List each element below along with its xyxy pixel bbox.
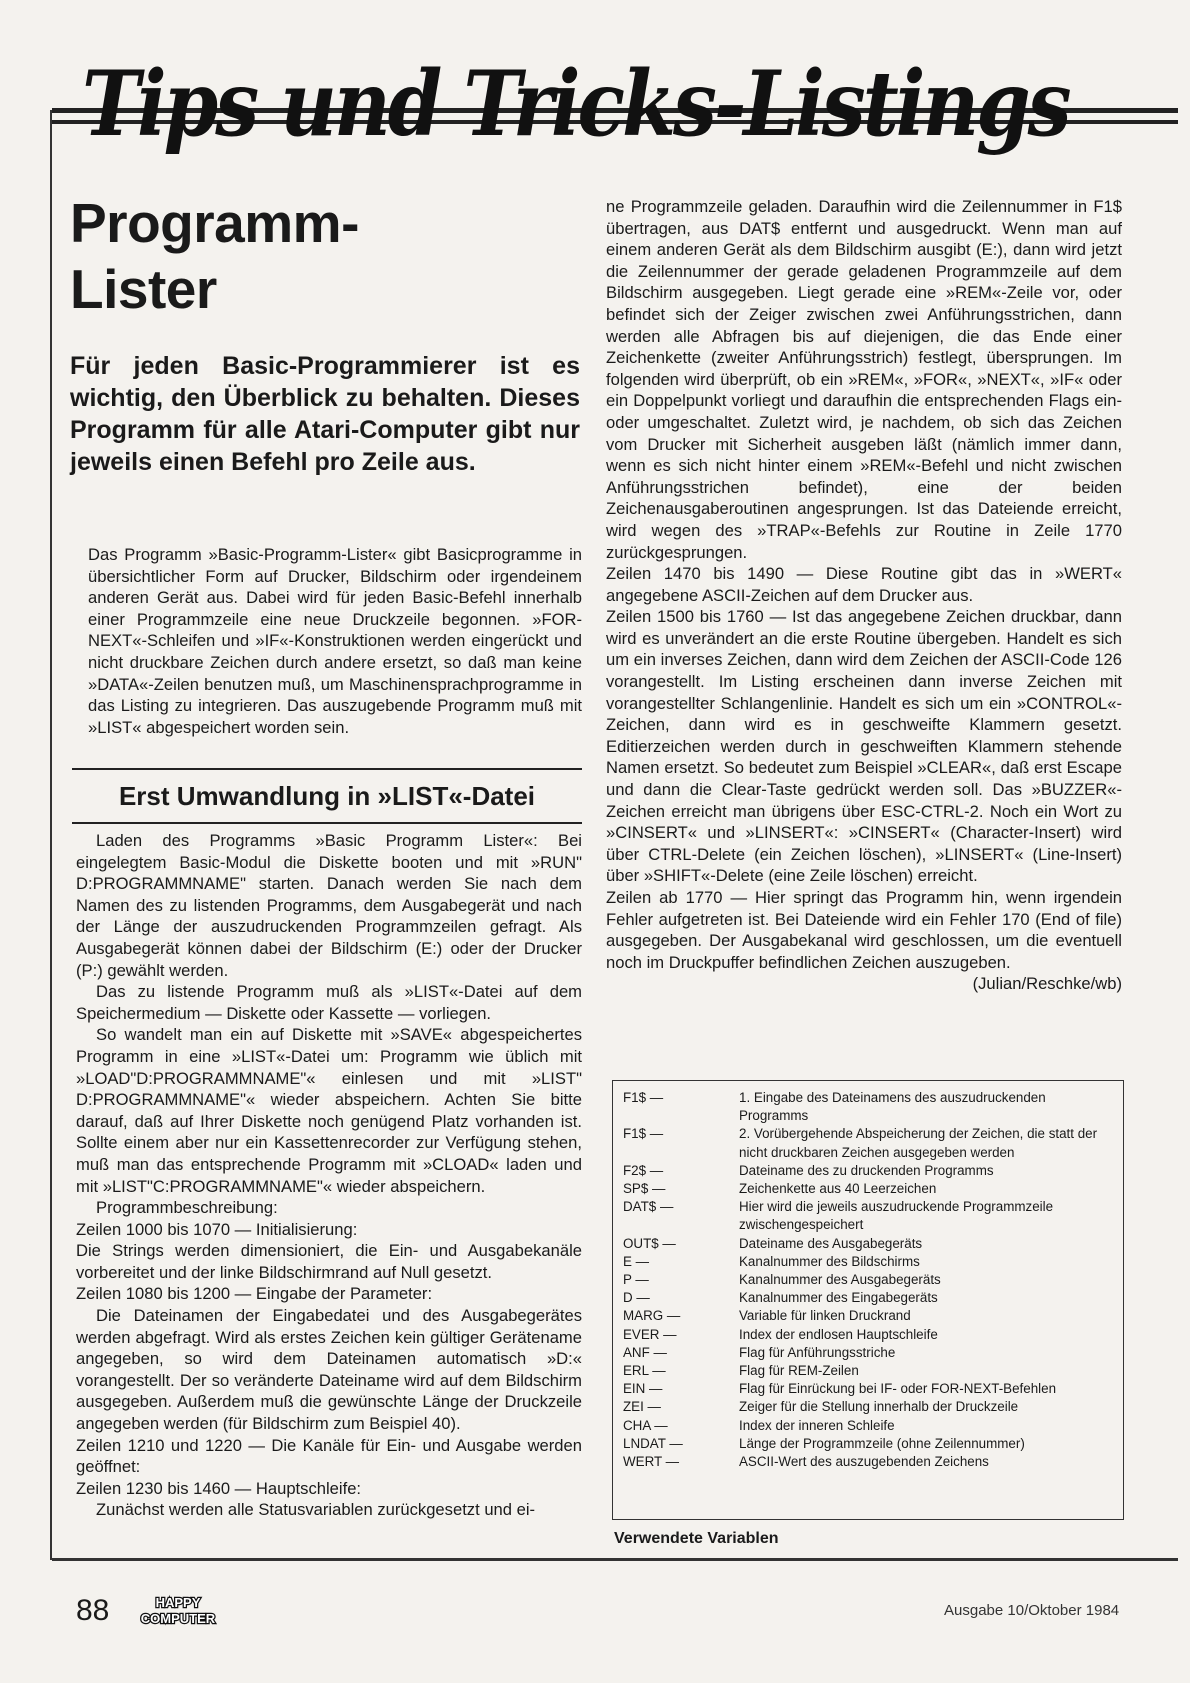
variable-row (623, 1198, 1113, 1234)
variable-description: Zeichenkette aus 40 Leerzeichen (739, 1181, 937, 1197)
variable-description: Dateiname des zu druckenden Programms (739, 1162, 994, 1178)
article-lead: Für jeden Basic-Programmierer ist es wichtig, den Überblick zu behalten. Dieses Programm für alle Atari-Computer gibt nur jeweils einen Befehl pro Zeile aus. (70, 352, 580, 476)
variable-row (623, 1089, 1113, 1125)
variable-row (623, 1125, 1113, 1161)
variable-row (623, 1417, 1113, 1435)
variable-description: Kanalnummer des Eingabegeräts (739, 1290, 938, 1306)
logo-text-top: HAPPY (155, 1595, 201, 1610)
subheading-text: Erst Umwandlung in »LIST«-Datei (118, 781, 536, 811)
variable-row (623, 1398, 1113, 1416)
page-number: 88 (76, 1594, 110, 1627)
variable-name: F1$ — (623, 1090, 664, 1105)
variable-description: 1. Eingabe des Dateinamens des auszudruckenden Programms (739, 1090, 1046, 1124)
variable-name: OUT$ — (623, 1235, 676, 1251)
variable-name: WERT — (623, 1454, 680, 1470)
variable-name: CHA — (623, 1417, 668, 1433)
variable-description: ASCII-Wert des auszugebenden Zeichens (739, 1454, 989, 1470)
variable-name: D — (623, 1290, 650, 1306)
author-signature: (Julian/Reschke/wb) (972, 974, 1122, 994)
variable-description: Flag für REM-Zeilen (739, 1363, 859, 1379)
variable-row (623, 1235, 1113, 1253)
body-paragraph: ne Programmzeile geladen. Daraufhin wird die Zeilennummer in F1$ übertragen, aus DAT$ entfernt und ausgedruckt. Wenn man auf einem anderen Gerät als dem Bildschirm ausgibt (E:), dann wird jetzt die Zeilennummer der gerade geladenen Programmzeile auf dem Bildschirm ausgegeben. Liegt gerade eine »REM«-Zeile vor, oder befindet sich der Zeiger zwischen zwei Anführungsstrichen, dann werden alle Abfragen bis auf diejenigen, die das Ende einer Zeichenkette (zweiter Anführungsstrich) festlegt, übersprungen. Im folgenden wird überprüft, ob ein »REM«, »FOR«, »NEXT«, »IF« oder ein Doppelpunkt vorliegt und daraufhin die entsprechenden Flags ein- oder umgeschaltet. Zuletzt wird, je nachdem, ob sich das Zeichen vom Drucker mit Sicherheit ausgeben läßt (nämlich immer dann, wenn es sich nicht hinter einem »REM«-Befehl und nicht zwischen Anführungsstrichen befindet), eine der beiden Zeichenausgaberoutinen angesprungen. Ist das Dateiende erreicht, wird wegen des »TRAP«-Befehls zur Routine in Zeile 1770 zurückgesprungen. (606, 197, 1122, 562)
body-paragraph: Zeilen ab 1770 — Hier springt das Programm hin, wenn irgendein Fehler aufgetreten ist. Bei Dateiende wird ein Fehler 170 (End of file) ausgegeben. Der Ausgabekanal wird geschlossen, um die eventuell noch im Druckpuffer befindlichen Zeichen auszugeben. (606, 888, 1122, 972)
variables-table (612, 1080, 1124, 1520)
body-paragraph: Das zu listende Programm muß als »LIST«-Datei auf dem Speichermedium — Diskette oder Kassette — vorliegen. (76, 982, 582, 1023)
footer-rule (52, 1558, 1178, 1561)
logo-text-bottom: COMPUTER (140, 1611, 216, 1626)
left-margin-rule (50, 110, 52, 1560)
variable-row (623, 1362, 1113, 1380)
variable-description: Flag für Anführungsstriche (739, 1344, 896, 1360)
article-title-line1: Programm- (70, 192, 359, 254)
variable-name: E — (623, 1253, 650, 1269)
magazine-logo (136, 1594, 220, 1628)
subheading (72, 768, 582, 824)
variable-name: SP$ — (623, 1181, 666, 1197)
body-paragraph: Die Strings werden dimensioniert, die Ein- und Ausgabekanäle vorbereitet und der linke Bildschirmrand auf Null gesetzt. (76, 1241, 582, 1282)
body-paragraph: Zunächst werden alle Statusvariablen zurückgesetzt und ei- (96, 1500, 536, 1520)
variable-name: EVER — (623, 1326, 677, 1342)
variable-row (623, 1289, 1113, 1307)
body-paragraph: Zeilen 1500 bis 1760 — Ist das angegebene Zeichen druckbar, dann wird es unverändert an die erste Routine übergeben. Handelt es sich um ein inverses Zeichen, dann wird dem Zeichen der ASCII-Code 126 vorangestellt. Im Listing erscheinen dann inverse Zeichen mit vorangestellter Schlangenlinie. Handelt es sich um ein »CONTROL«-Zeichen, dann wird es in geschweifte Klammern gesetzt. Editierzeichen werden durch in geschweiften Klammern stehende Namen ersetzt. So bedeutet zum Beispiel »CLEAR«, daß erst Escape und dann die Clear-Taste gedrückt werden soll. Das »BUZZER«-Zeichen erreicht man übrigens über ESC-CTRL-2. Noch ein Wort zu »CINSERT« und »LINSERT«: »CINSERT« (Character-Insert) wird über CTRL-Delete (ein Zeichen löschen), »LINSERT« (Line-Insert) über »SHIFT«-Delete (eine Zeile löschen) erreicht. (606, 607, 1122, 886)
variable-row (623, 1453, 1113, 1471)
variable-description: Variable für linken Druckrand (739, 1308, 911, 1324)
intro-text: Das Programm »Basic-Programm-Lister« gibt Basicprogramme in übersichtlicher Form auf Drucker, Bildschirm oder irgendeinem anderen Gerät aus. Dabei wird für jeden Basic-Befehl innerhalb einer Programmzeile eine neue Druckzeile begonnen. »FOR-NEXT«-Schleifen und »IF«-Konstruktionen werden eingerückt und nicht druckbare Zeichen durch andere ersetzt, so daß man keine »DATA«-Zeilen benutzen muß, um Maschinensprachprogramme in das Listing zu integrieren. Das auszugebende Programm muß mit »LIST« abgespeichert worden sein. (88, 545, 582, 737)
article-title (70, 190, 590, 322)
article-title-line2: Lister (70, 258, 217, 320)
intro-paragraph (88, 544, 582, 738)
variable-description: Länge der Programmzeile (ohne Zeilennummer) (739, 1435, 1025, 1451)
variable-name: P — (623, 1272, 649, 1288)
body-paragraph: Programmbeschreibung: (96, 1198, 278, 1218)
right-column-body (606, 196, 1122, 995)
body-paragraph: Laden des Programms »Basic Programm Lister«: Bei eingelegtem Basic-Modul die Diskette booten und mit »RUN" D:PROGRAMMNAME" starten. Danach werden Sie nach dem Namen des zu listenden Programms, dem Ausgabegerät und nach der Länge der auszudruckenden Programmzeilen gefragt. Als Ausgabegerät können dabei der Bildschirm (E:) oder der Drucker (P:) gewählt werden. (76, 831, 582, 980)
variable-name: EIN — (623, 1381, 663, 1397)
variable-name: ANF — (623, 1344, 667, 1360)
body-paragraph: Zeilen 1080 bis 1200 — Eingabe der Parameter: (76, 1284, 433, 1304)
body-paragraph: Zeilen 1000 bis 1070 — Initialisierung: (76, 1219, 358, 1239)
variable-description: Dateiname des Ausgabegeräts (739, 1235, 923, 1251)
variable-row (623, 1180, 1113, 1198)
section-header (52, 51, 1178, 157)
variable-description: Hier wird die jeweils auszudruckende Programmzeile zwischengespeichert (739, 1199, 1054, 1233)
issue-info: Ausgabe 10/Oktober 1984 (944, 1602, 1120, 1619)
body-paragraph: Zeilen 1230 bis 1460 — Hauptschleife: (76, 1478, 362, 1498)
variable-name: MARG — (623, 1308, 681, 1324)
body-paragraph: So wandelt man ein auf Diskette mit »SAVE« abgespeichertes Programm in eine »LIST«-Datei um: Programm wie üblich mit »LOAD"D:PROGRAMMNAME"« einlesen und mit »LIST" D:PROGRAMMNAME"« wieder abspeichern. Achten Sie bitte darauf, daß auf Ihrer Diskette noch genügend Platz vorhanden ist. Sollte einem aber nur ein Kassettenrecorder zur Verfügung stehen, muß man das entsprechende Programm mit »CLOAD« laden und mit »LIST"C:PROGRAMMNAME"« wieder abspeichern. (76, 1025, 582, 1196)
variables-caption: Verwendete Variablen (614, 1530, 779, 1547)
variable-name: F1$ — (623, 1126, 664, 1142)
variable-row (623, 1253, 1113, 1271)
variable-row (623, 1326, 1113, 1344)
variable-description: 2. Vorübergehende Abspeicherung der Zeichen, die statt der nicht druckbaren Zeichen ausgegeben werden (739, 1126, 1098, 1160)
variable-name: ERL — (623, 1363, 666, 1379)
variable-row (623, 1271, 1113, 1289)
variable-row (623, 1435, 1113, 1453)
variable-name: DAT$ — (623, 1199, 674, 1215)
variable-name: ZEI — (623, 1399, 661, 1415)
variable-row (623, 1307, 1113, 1325)
variable-description: Kanalnummer des Ausgabegeräts (739, 1272, 941, 1288)
variable-description: Kanalnummer des Bildschirms (739, 1253, 920, 1269)
variable-name: F2$ — (623, 1162, 664, 1178)
body-paragraph: Zeilen 1210 und 1220 — Die Kanäle für Ein- und Ausgabe werden geöffnet: (76, 1435, 582, 1477)
variable-description: Zeiger für die Stellung innerhalb der Druckzeile (739, 1399, 1019, 1415)
variable-row (623, 1162, 1113, 1180)
left-column-body (76, 830, 582, 1521)
body-paragraph: Die Dateinamen der Eingabedatei und des Ausgabegerätes werden abgefragt. Wird als erstes Zeichen kein gültiger Gerätename angegeben, so wird dem Dateinamen automatisch »D:« vorangestellt. Der so veränderte Dateiname wird auf dem Bildschirm ausgegeben. Außerdem muß die gewünschte Länge der Druckzeile angegeben werden (für Bildschirm zum Beispiel 40). (76, 1306, 582, 1434)
variable-description: Index der endlosen Hauptschleife (739, 1326, 938, 1342)
variable-name: LNDAT — (623, 1435, 683, 1451)
variable-description: Flag für Einrückung bei IF- oder FOR-NEXT-Befehlen (739, 1381, 1057, 1397)
variable-row (623, 1344, 1113, 1362)
body-paragraph: Zeilen 1470 bis 1490 — Diese Routine gibt das in »WERT« angegebene ASCII-Zeichen auf dem Drucker aus. (606, 564, 1122, 605)
variable-row (623, 1380, 1113, 1398)
section-title: Tips und Tricks-Listings (82, 51, 1069, 157)
variable-description: Index der inneren Schleife (739, 1417, 895, 1433)
